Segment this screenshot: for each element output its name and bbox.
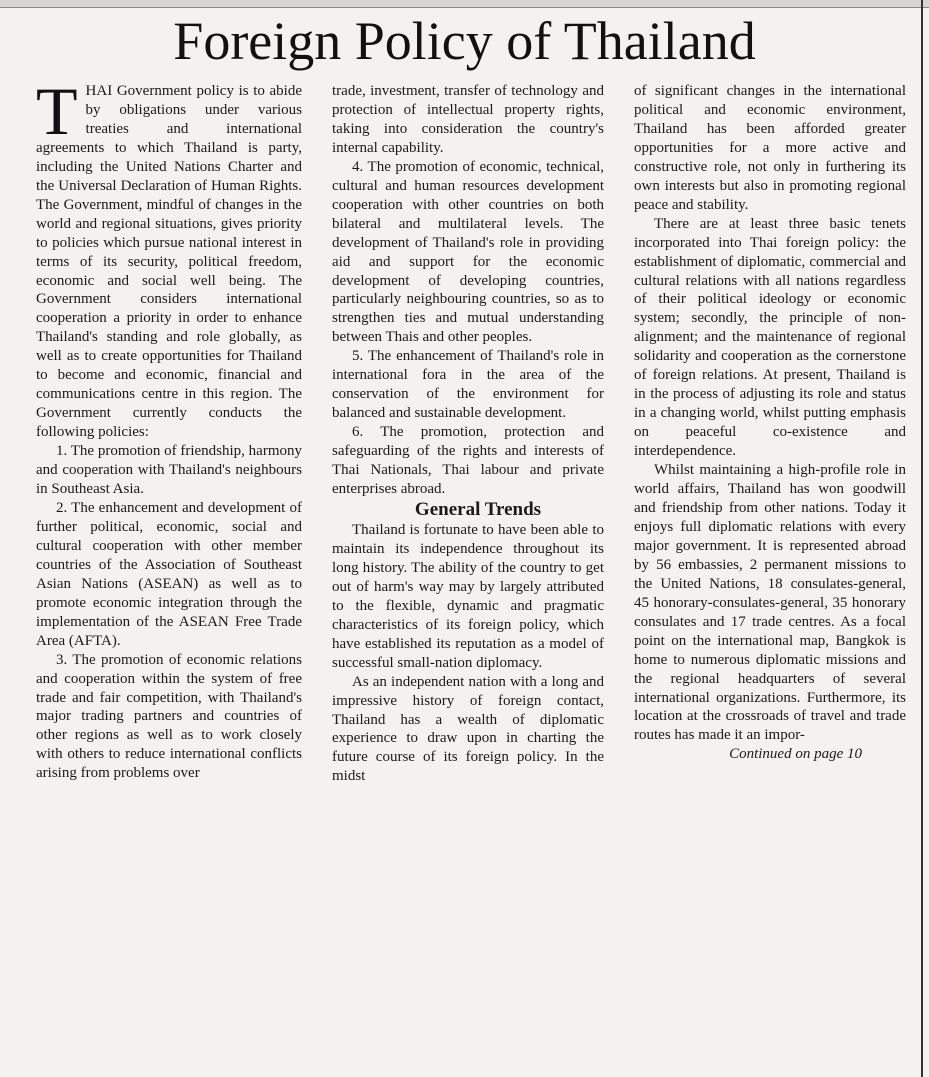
paragraph-independent-nation: As an independent nation with a long and impressive history of foreign contact, Thailand has a wealth of diplomatic experience to draw upon in charting the future course of its foreign policy. In the midst [332,673,604,785]
intro-text: HAI Government policy is to abide by obligations under various treaties and international agreements to which Thailand is party, including the United Nations Charter and the Universal Declaration of Human Rights. The Government, mindful of changes in the world and regional situations, gives priority to policies which pursue national interest in terms of its security, political freedom, economic and social well being. The Government considers international cooperation a priority in order to enhance Thailand's standing and role globally, as well as to create opportunities for Thailand to become and economic, financial and communications centre in this region. The Government currently conducts the following policies: [36,83,302,441]
paragraph-policy-4: 4. The promotion of economic, technical, cultural and human resources development cooperation with other countries on both bilateral and multilateral levels. The development of Thailand's role in providing aid and support for the economic development of developing countries, particularly neighbouring countries, so as to strengthen ties and mutual understanding between Thais and other peoples. [332,158,604,346]
paragraph-high-profile: Whilst maintaining a high-profile role in world affairs, Thailand has won goodwill and friendship from other nations. Today it enjoys full diplomatic relations with every major government. It is represented abroad by 56 embassies, 2 permanent missions to the United Nations, 18 consulates-general, 45 honorary-consulates-general, 35 honorary consulates and 17 trade centres. As a focal point on the international map, Bangkok is home to numerous diplomatic missions and the regional headquarters of several international organizations. Furthermore, its location at the crossroads of travel and trade routes has made it an impor- [634,462,906,744]
column-2 [332,82,604,786]
paragraph-policy-3: 3. The promotion of economic relations and cooperation within the system of free trade and fair competition, with Thailand's major trading partners and countries of other regions as well as to work closely with others to reduce international conflicts arising from problems over [36,651,302,782]
subhead-general-trends: General Trends [414,498,542,520]
paragraph-general-trends: Thailand is fortunate to have been able to maintain its independence throughout its long history. The ability of the country to get out of harm's way may by largely attributed to the flexible, dynamic and pragmatic characteristics of its foreign policy, which have established its reputation as a model of successful small-nation diplomacy. [332,521,604,671]
paragraph-policy-2: 2. The enhancement and development of further political, economic, social and cultural cooperation with other member countries of the Association of Southeast Asian Nations (ASEAN) as well as to promote economic integration through the implementation of the ASEAN Free Trade Area (AFTA). [36,499,302,649]
right-column-rule [921,0,923,1077]
column-1 [36,73,302,783]
headline: Foreign Policy of Thailand [173,11,756,71]
paragraph-policy-3-continued: trade, investment, transfer of technology and protection of intellectual property rights, taking into consideration the country's internal capability. [332,83,604,156]
paragraph-policy-5: 5. The enhancement of Thailand's role in international fora in the area of the conservation of the environment for balanced and sustainable development. [332,348,604,422]
top-rule [0,0,929,8]
paragraph-policy-1: 1. The promotion of friendship, harmony and cooperation with Thailand's neighbours in Southeast Asia. [36,443,302,498]
drop-cap: T [36,73,78,149]
column-3 [634,82,906,764]
paragraph-policy-6: 6. The promotion, protection and safeguarding of the rights and interests of Thai Nationals, Thai labour and private enterprises abroad. [332,424,604,498]
paragraph-intro [36,73,302,442]
paragraph-basic-tenets: There are at least three basic tenets incorporated into Thai foreign policy: the establishment of diplomatic, commercial and cultural relations with all nations regardless of their political ideology or economic system; secondly, the principle of non-alignment; and the maintenance of regional solidarity and cooperation as the cornerstone of foreign relations. At present, Thailand is in the process of adjusting its role and status in a changing world, whilst putting emphasis on peaceful co-existence and interdependence. [634,215,906,460]
continued-link[interactable]: Continued on page 10 [729,746,862,763]
paragraph-independent-nation-continued: of significant changes in the international political and economic environment, Thailand has been afforded greater opportunities for a more active and constructive role, not only in furthering its own interests but also in promoting regional peace and stability. [634,83,906,213]
